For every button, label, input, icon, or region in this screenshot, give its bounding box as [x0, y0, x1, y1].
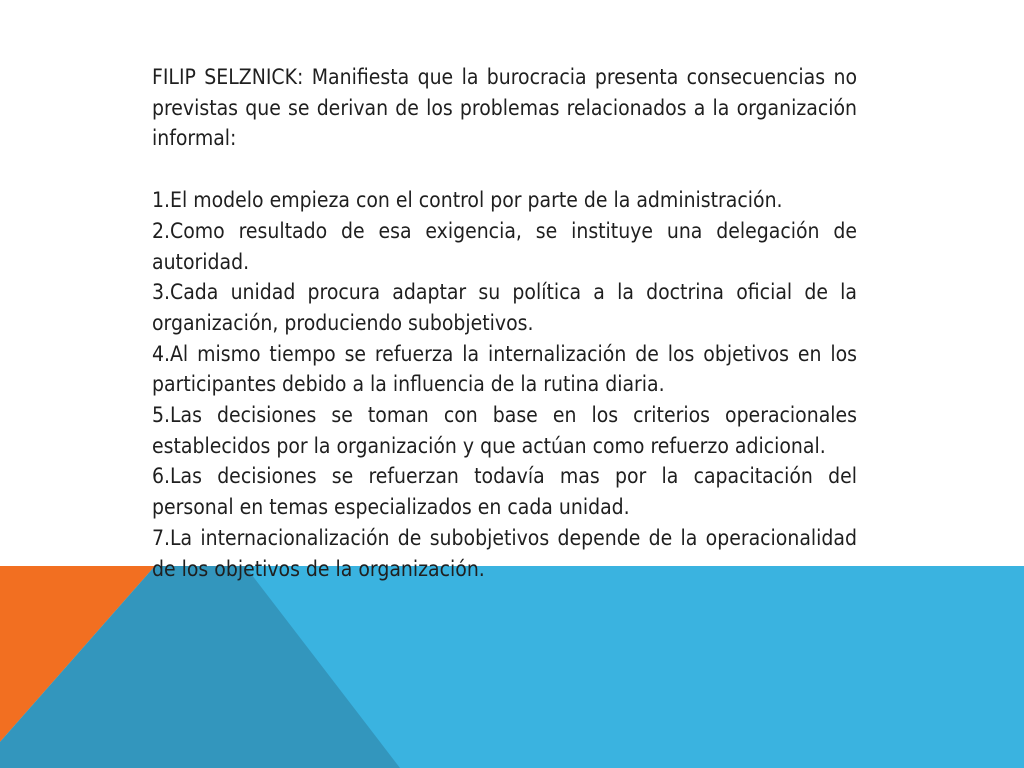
slide-text	[152, 62, 857, 584]
list-item-4: 4.Al mismo tiempo se refuerza la internalización de los objetivos en los participantes debido a la influencia de la rutina diaria.	[152, 341, 857, 397]
intro-paragraph	[152, 62, 857, 154]
list-item-1: 1.El modelo empieza con el control por parte de la administración.	[152, 188, 783, 213]
intro-text: : Manifiesta que la burocracia presenta consecuencias no previstas que se derivan de los problemas relacionados a la organización informal:	[152, 65, 858, 151]
list-item-7: 7.La internacionalización de subobjetivos depende de la operacionalidad de los objetivos de la organización.	[152, 525, 857, 581]
list-item-6: 6.Las decisiones se refuerzan todavía mas por la capacitación del personal en temas especializados en cada unidad.	[152, 464, 857, 520]
list-item-3: 3.Cada unidad procura adaptar su política a la doctrina oficial de la organización, produciendo subobjetivos.	[152, 280, 857, 335]
list-item-5: 5.Las decisiones se toman con base en los criterios operacionales establecidos por la organización y que actúan como refuerzo adicional.	[152, 403, 857, 458]
list-item-2: 2.Como resultado de esa exigencia, se instituye una delegación de autoridad.	[152, 218, 857, 274]
author-name: FILIP SELZNICK	[152, 65, 297, 89]
